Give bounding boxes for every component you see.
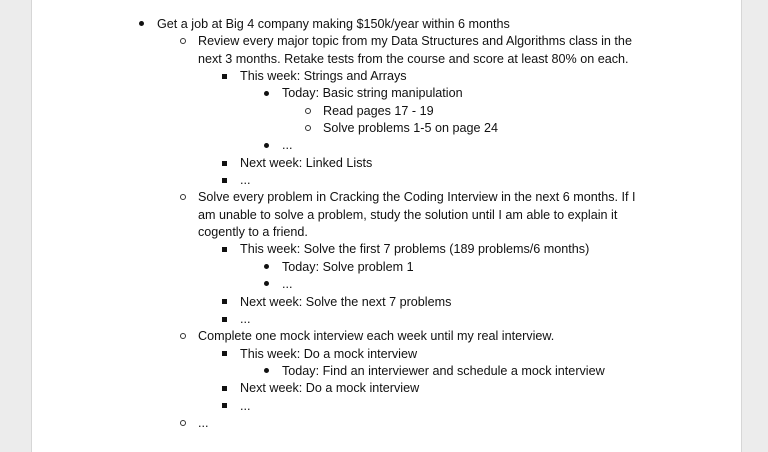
list-item-text: ...: [198, 415, 209, 430]
list-item[interactable]: [32, 311, 741, 328]
list-item-text: This week: Solve the first 7 problems (189 problems/6 months): [240, 242, 590, 257]
list-item-text: ...: [240, 311, 251, 326]
circle-bullet-icon: [178, 415, 188, 432]
square-bullet-icon: [219, 294, 229, 311]
square-bullet-icon: [219, 68, 229, 85]
list-item-text: Complete one mock interview each week until my real interview.: [198, 329, 555, 344]
list-item[interactable]: [32, 241, 741, 258]
list-item[interactable]: [32, 328, 741, 345]
list-item[interactable]: [32, 189, 741, 206]
list-item[interactable]: [32, 398, 741, 415]
list-item[interactable]: [32, 120, 741, 137]
list-item-continuation[interactable]: [32, 51, 741, 68]
disc-bullet-icon: [136, 16, 146, 33]
list-item-text: Read pages 17 - 19: [323, 103, 434, 118]
list-item[interactable]: [32, 172, 741, 189]
disc-bullet-icon: [261, 85, 271, 102]
list-item-text: Solve every problem in Cracking the Coding Interview in the next 6 months. If I: [198, 190, 636, 205]
circle-bullet-icon: [303, 120, 313, 137]
list-item-text: Next week: Do a mock interview: [240, 381, 420, 396]
list-item[interactable]: [32, 33, 741, 50]
list-item[interactable]: [32, 103, 741, 120]
list-item-text: Today: Find an interviewer and schedule a mock interview: [282, 363, 605, 378]
bullet-list[interactable]: [32, 16, 741, 432]
list-item-text: Get a job at Big 4 company making $150k/year within 6 months: [157, 17, 510, 31]
list-item-text: Today: Basic string manipulation: [282, 86, 463, 101]
disc-bullet-icon: [261, 276, 271, 293]
list-item[interactable]: [32, 380, 741, 397]
list-item[interactable]: [32, 85, 741, 102]
list-item-text: Next week: Solve the next 7 problems: [240, 294, 452, 309]
circle-bullet-icon: [178, 189, 188, 206]
disc-bullet-icon: [261, 259, 271, 276]
list-item-text: This week: Strings and Arrays: [240, 69, 407, 84]
list-item[interactable]: [32, 363, 741, 380]
list-item[interactable]: [32, 415, 741, 432]
list-item-text: Today: Solve problem 1: [282, 259, 414, 274]
list-item[interactable]: [32, 346, 741, 363]
list-item-text: Solve problems 1-5 on page 24: [323, 121, 499, 136]
square-bullet-icon: [219, 380, 229, 397]
list-item-text: am unable to solve a problem, study the solution until I am able to explain it: [198, 207, 618, 222]
list-item[interactable]: [32, 155, 741, 172]
list-item-continuation[interactable]: [32, 224, 741, 241]
list-item-text: next 3 months. Retake tests from the course and score at least 80% on each.: [198, 51, 629, 66]
disc-bullet-icon: [261, 363, 271, 380]
square-bullet-icon: [219, 155, 229, 172]
circle-bullet-icon: [178, 328, 188, 345]
document-page[interactable]: [31, 0, 742, 452]
list-item-text: This week: Do a mock interview: [240, 346, 418, 361]
circle-bullet-icon: [178, 33, 188, 50]
list-item-text: ...: [240, 398, 251, 413]
circle-bullet-icon: [303, 103, 313, 120]
list-item-continuation[interactable]: [32, 207, 741, 224]
list-item[interactable]: [32, 276, 741, 293]
disc-bullet-icon: [261, 137, 271, 154]
list-item-text: Next week: Linked Lists: [240, 155, 373, 170]
list-item-text: ...: [282, 277, 293, 292]
list-item[interactable]: [32, 137, 741, 154]
list-item[interactable]: [32, 16, 741, 33]
list-item-text: ...: [282, 138, 293, 153]
square-bullet-icon: [219, 172, 229, 189]
list-item-text: ...: [240, 173, 251, 188]
square-bullet-icon: [219, 346, 229, 363]
square-bullet-icon: [219, 241, 229, 258]
list-item[interactable]: [32, 259, 741, 276]
list-item[interactable]: [32, 68, 741, 85]
list-item-text: Review every major topic from my Data Structures and Algorithms class in the: [198, 34, 632, 49]
square-bullet-icon: [219, 398, 229, 415]
list-item-text: cogently to a friend.: [198, 225, 308, 240]
square-bullet-icon: [219, 311, 229, 328]
list-item[interactable]: [32, 294, 741, 311]
